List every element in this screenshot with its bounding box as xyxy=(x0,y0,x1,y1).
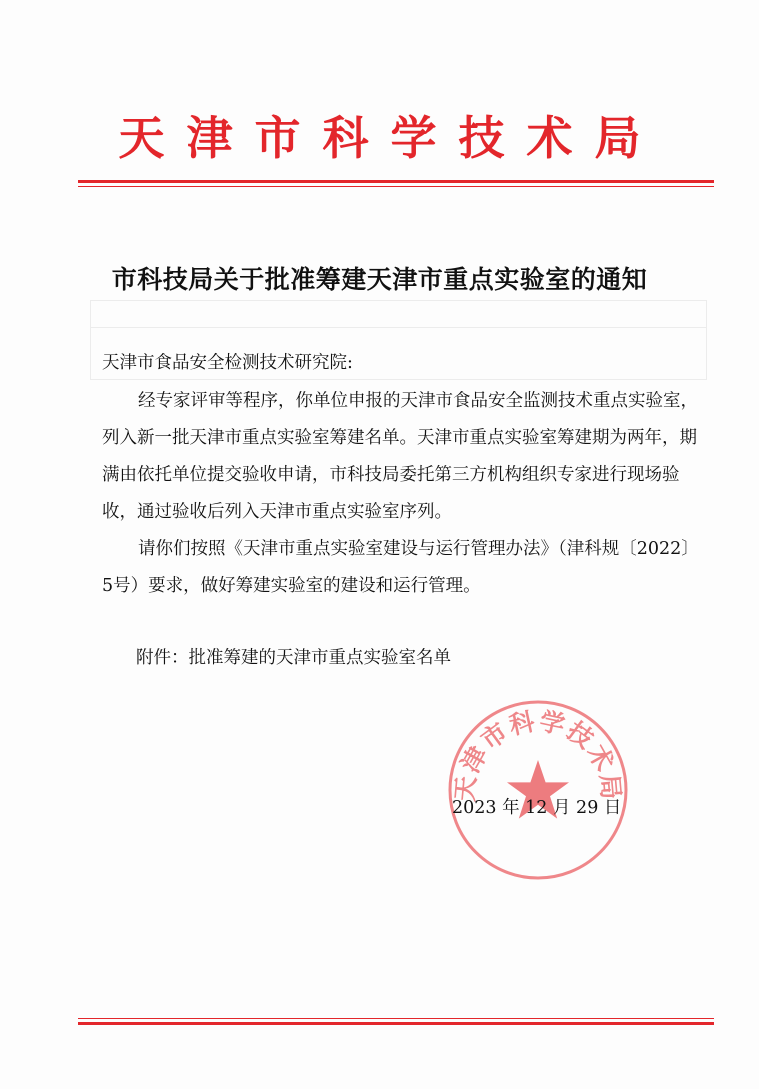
issue-date: 2023 年 12 月 29 日 xyxy=(452,798,622,818)
paragraph-2: 请你们按照《天津市重点实验室建设与运行管理办法》（津科规〔2022〕5号）要求，做好筹建实验室的建设和运行管理。 xyxy=(102,539,699,596)
paragraph-1: 经专家评审等程序，你单位申报的天津市食品安全监测技术重点实验室，列入新一批天津市重点实验室筹建名单。天津市重点实验室筹建期为两年，期满由依托单位提交验收申请，市科技局委托第三方机构组织专家进行现场验收，通过验收后列入天津市重点实验室序列。 xyxy=(102,391,698,522)
document-title: 市科技局关于批准筹建天津市重点实验室的通知 xyxy=(111,265,648,294)
salutation: 天津市食品安全检测技术研究院: xyxy=(102,353,353,373)
header-rule-thick xyxy=(78,180,714,183)
header-rule-thin xyxy=(78,186,714,187)
footer-rule-thin xyxy=(78,1018,714,1019)
letterhead: 天津市科学技术局 xyxy=(118,111,663,165)
seal-text: 天津市科学技术局 xyxy=(450,706,626,803)
attachment-line: 附件：批准筹建的天津市重点实验室名单 xyxy=(136,648,451,668)
footer-rule-thick xyxy=(78,1022,714,1025)
